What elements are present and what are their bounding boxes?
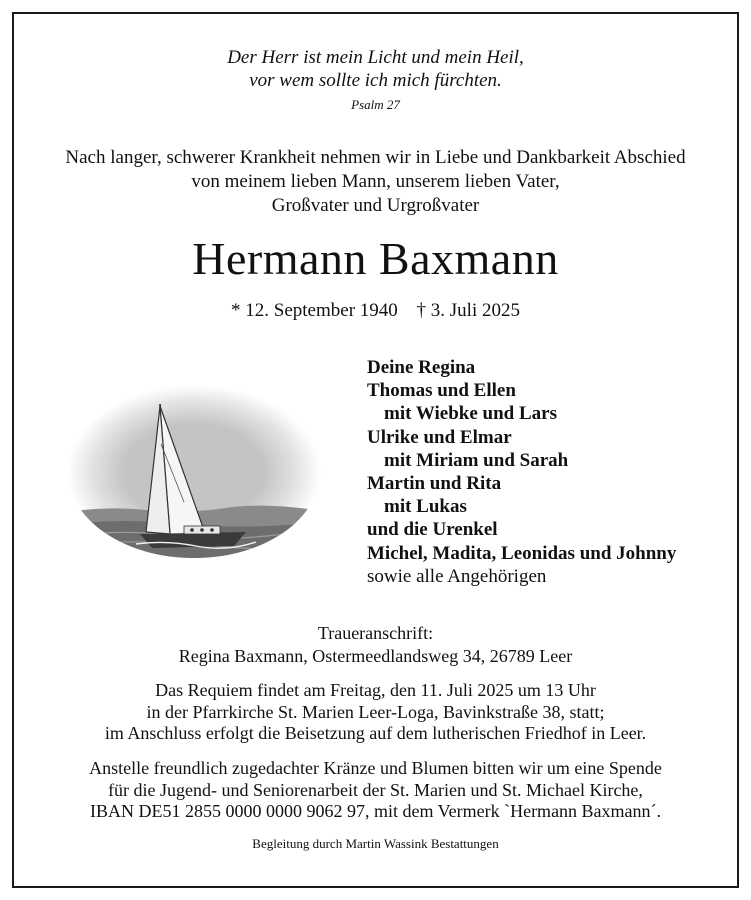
family-member: Thomas und Ellen [367, 380, 516, 402]
intro-line-2: von meinem lieben Mann, unserem lieben Vater, [191, 171, 560, 192]
family-member: Ulrike und Elmar [367, 426, 512, 448]
intro-line-1: Nach langer, schwerer Krankheit nehmen wir in Liebe und Dankbarkeit Abschied [65, 147, 686, 168]
birth-date: * 12. September 1940 [231, 300, 398, 321]
family-member: mit Wiebke und Lars [384, 403, 557, 425]
family-member: mit Miriam und Sarah [384, 449, 569, 471]
family-member: Michel, Madita, Leonidas und Johnny [367, 542, 677, 564]
quote-line-2: vor wem sollte ich mich fürchten. [249, 70, 502, 91]
address-line: Regina Baxmann, Ostermeedlandsweg 34, 26789 Leer [178, 646, 573, 666]
bible-quote [0, 46, 751, 92]
family-member: Martin und Rita [367, 473, 502, 495]
requiem-line-3: im Anschluss erfolgt die Beisetzung auf dem lutherischen Friedhof in Leer. [104, 723, 647, 743]
requiem-line-1: Das Requiem findet am Freitag, den 11. Juli 2025 um 13 Uhr [155, 680, 596, 700]
quote-line-1: Der Herr ist mein Licht und mein Heil, [227, 47, 524, 68]
intro-text [0, 146, 751, 218]
donation-line-3: IBAN DE51 2855 0000 0000 9062 97, mit dem Vermerk `Hermann Baxmann´. [89, 801, 662, 821]
sailboat-icon [66, 384, 322, 560]
funeral-home-credit: Begleitung durch Martin Wassink Bestattungen [252, 836, 499, 851]
family-member: und die Urenkel [367, 519, 498, 541]
family-member: mit Lukas [384, 496, 467, 518]
donation-line-1: Anstelle freundlich zugedachter Kränze und Blumen bitten wir um eine Spende [89, 758, 662, 778]
deceased-name: Hermann Baxmann [192, 233, 559, 284]
requiem-line-2: in der Pfarrkirche St. Marien Leer-Loga, Bavinkstraße 38, statt; [146, 701, 605, 722]
donation-line-2: für die Jugend- und Seniorenarbeit der St. Marien und St. Michael Kirche, [108, 779, 643, 800]
family-member: Deine Regina [367, 357, 476, 378]
requiem-info [0, 680, 751, 745]
intro-line-3: Großvater und Urgroßvater [271, 195, 480, 216]
quote-source: Psalm 27 [351, 97, 400, 112]
donation-info [0, 758, 751, 823]
mourning-address [0, 622, 751, 668]
family-member: sowie alle Angehörigen [367, 565, 547, 587]
address-label: Traueranschrift: [317, 623, 434, 643]
family-list [367, 356, 676, 588]
death-date: † 3. Juli 2025 [416, 300, 520, 321]
life-dates [0, 300, 751, 322]
